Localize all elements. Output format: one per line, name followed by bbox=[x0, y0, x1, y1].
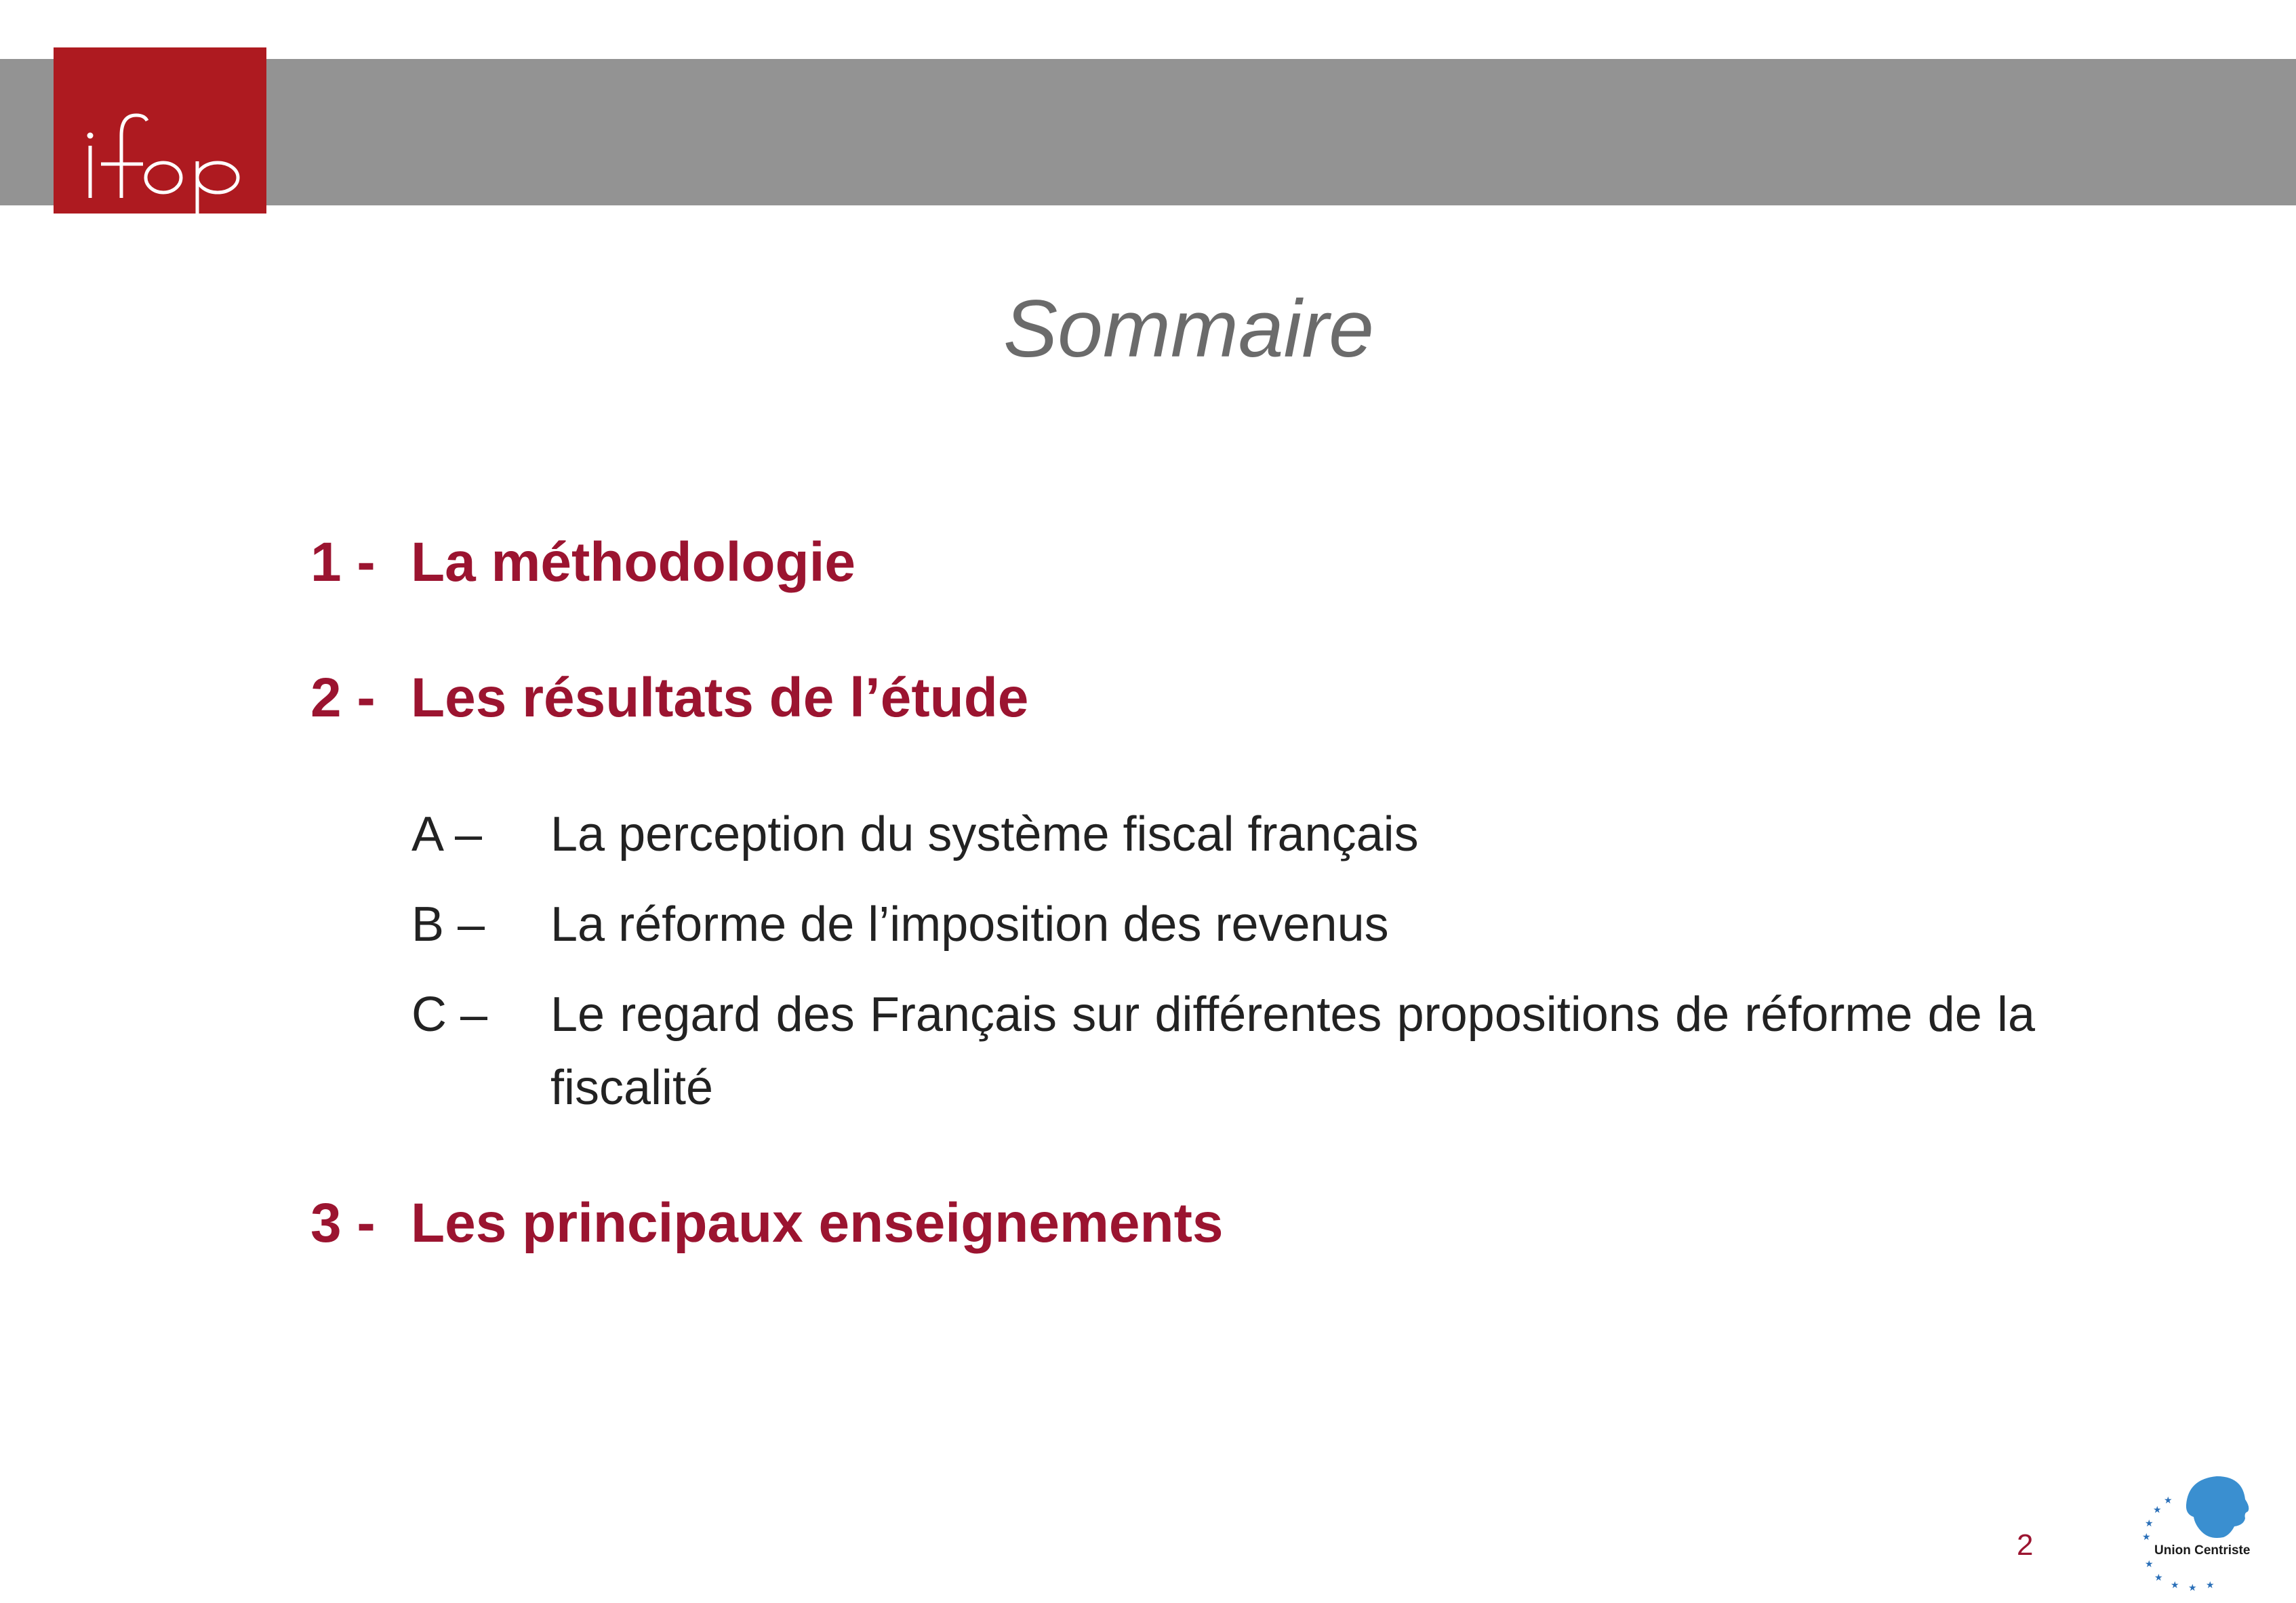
page-title: Sommaire bbox=[1003, 283, 1374, 374]
svg-text:★: ★ bbox=[2171, 1580, 2179, 1591]
svg-text:★: ★ bbox=[2145, 1559, 2154, 1570]
section-number: 3 - bbox=[310, 1192, 376, 1254]
section-label: Les principaux enseignements bbox=[411, 1192, 1224, 1254]
subsection-letter: A – bbox=[411, 807, 483, 861]
subsection-letter: B – bbox=[411, 897, 485, 952]
section-2 bbox=[310, 664, 1028, 732]
union-centriste-label: Union Centriste bbox=[2154, 1543, 2251, 1558]
page-number: 2 bbox=[2017, 1528, 2034, 1562]
section-label: Les résultats de l’étude bbox=[411, 667, 1029, 729]
section-number: 1 - bbox=[310, 531, 376, 593]
section-1 bbox=[310, 529, 855, 596]
svg-text:★: ★ bbox=[2188, 1583, 2197, 1594]
svg-text:★: ★ bbox=[2206, 1580, 2215, 1591]
subsection-letter: C – bbox=[411, 988, 488, 1042]
subsection-label: La réforme de l’imposition des revenus bbox=[550, 897, 1389, 952]
subsection-label: La perception du système fiscal français bbox=[550, 807, 1419, 861]
svg-text:★: ★ bbox=[2164, 1495, 2173, 1506]
section-label: La méthodologie bbox=[411, 531, 855, 593]
svg-text:★: ★ bbox=[2154, 1572, 2163, 1583]
profile-head-icon bbox=[2186, 1476, 2249, 1538]
section-number: 2 - bbox=[310, 667, 376, 729]
section-3 bbox=[310, 1190, 1224, 1257]
subsection-label: Le regard des Français sur différentes propositions de réforme de la fiscalité bbox=[550, 988, 2035, 1115]
ifop-logo bbox=[54, 47, 266, 214]
subsection-a bbox=[411, 798, 2035, 871]
union-centriste-logo bbox=[2115, 1464, 2271, 1600]
svg-text:★: ★ bbox=[2153, 1505, 2162, 1516]
subsection-b bbox=[411, 888, 2035, 961]
svg-text:★: ★ bbox=[2145, 1518, 2154, 1529]
svg-text:★: ★ bbox=[2142, 1532, 2151, 1543]
header-band bbox=[0, 59, 2296, 205]
subsection-c bbox=[411, 978, 2035, 1124]
